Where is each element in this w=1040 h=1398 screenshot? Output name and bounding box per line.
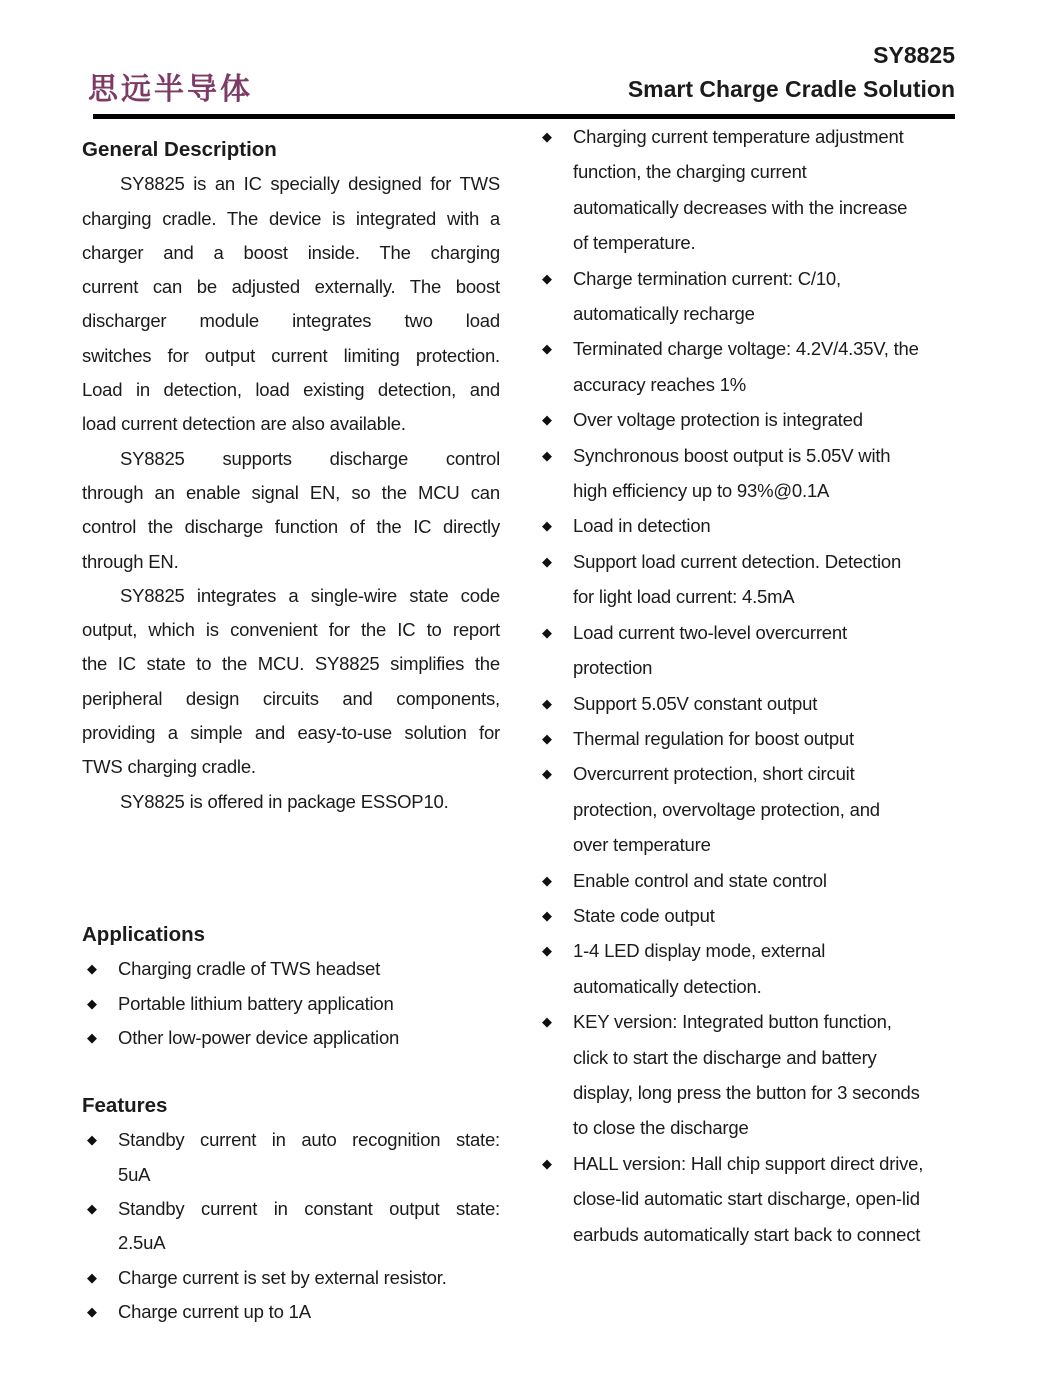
text-line: charging cradle. The device is integrated with a bbox=[82, 207, 500, 229]
text-line: earbuds automatically start back to connect bbox=[573, 1223, 921, 1245]
diamond-bullet-icon: ◆ bbox=[87, 961, 97, 977]
text-line: Standby current in constant output state: bbox=[118, 1198, 500, 1220]
bullet-text bbox=[118, 952, 500, 986]
diamond-bullet-icon: ◆ bbox=[542, 624, 552, 640]
text-line: of temperature. bbox=[573, 232, 696, 254]
document-subtitle: Smart Charge Cradle Solution bbox=[627, 76, 955, 102]
text-line: Standby current in auto recognition state: bbox=[118, 1129, 500, 1151]
applications-heading: Applications bbox=[82, 922, 206, 946]
features-heading: Features bbox=[82, 1094, 168, 1118]
bullet-item bbox=[82, 1021, 500, 1055]
diamond-bullet-icon: ◆ bbox=[542, 412, 552, 428]
text-line: Charge current is set by external resistor. bbox=[118, 1266, 447, 1288]
diamond-bullet-icon: ◆ bbox=[542, 270, 552, 286]
text-line: Charge current up to 1A bbox=[118, 1300, 311, 1322]
bullet-item bbox=[82, 1123, 500, 1192]
bullet-text bbox=[573, 1146, 955, 1252]
bullet-item bbox=[537, 686, 955, 721]
bullet-text bbox=[573, 756, 955, 862]
text-line: display, long press the button for 3 seconds bbox=[573, 1081, 920, 1103]
diamond-bullet-icon: ◆ bbox=[87, 1132, 97, 1148]
text-line: charger and a boost inside. The charging bbox=[82, 241, 500, 263]
document-titles bbox=[628, 40, 955, 108]
company-logo: 思远半导体 bbox=[88, 73, 253, 106]
bullet-text bbox=[573, 119, 955, 261]
text-line: through an enable signal EN, so the MCU can bbox=[82, 481, 500, 503]
bullet-text bbox=[573, 261, 955, 332]
text-line: Other low-power device application bbox=[118, 1026, 400, 1048]
text-line: HALL version: Hall chip support direct drive, bbox=[573, 1152, 924, 1174]
text-line: control the discharge function of the IC directly bbox=[82, 516, 500, 538]
bullet-item bbox=[537, 261, 955, 332]
bullet-text bbox=[573, 508, 955, 543]
bullet-text bbox=[573, 331, 955, 402]
text-line: peripheral design circuits and components, bbox=[82, 687, 500, 709]
text-line: current can be adjusted externally. The boost bbox=[82, 276, 500, 298]
bullet-item bbox=[82, 1295, 500, 1329]
text-line: Support 5.05V constant output bbox=[573, 692, 818, 714]
bullet-text bbox=[118, 1192, 500, 1261]
diamond-bullet-icon: ◆ bbox=[542, 553, 552, 569]
text-line: Load in detection, load existing detection, and bbox=[82, 379, 500, 401]
bullet-item bbox=[537, 615, 955, 686]
text-line: SY8825 integrates a single-wire state code bbox=[120, 584, 500, 606]
text-line: Thermal regulation for boost output bbox=[573, 727, 854, 749]
text-line: to close the discharge bbox=[573, 1117, 749, 1139]
text-line: accuracy reaches 1% bbox=[573, 373, 747, 395]
text-line: Load current two-level overcurrent bbox=[573, 621, 847, 643]
bullet-item bbox=[537, 863, 955, 898]
text-line: discharger module integrates two load bbox=[82, 310, 500, 332]
text-line: switches for output current limiting protection. bbox=[82, 344, 500, 366]
bullet-item bbox=[537, 544, 955, 615]
text-line: Support load current detection. Detection bbox=[573, 550, 902, 572]
text-line: TWS charging cradle. bbox=[82, 756, 256, 778]
diamond-bullet-icon: ◆ bbox=[542, 129, 552, 144]
bullet-item bbox=[82, 1261, 500, 1295]
diamond-bullet-icon: ◆ bbox=[542, 341, 552, 357]
bullet-item bbox=[537, 721, 955, 756]
bullet-item bbox=[537, 1146, 955, 1252]
diamond-bullet-icon: ◆ bbox=[542, 1155, 552, 1171]
text-line: Enable control and state control bbox=[573, 869, 827, 891]
bullet-item bbox=[82, 987, 500, 1021]
text-line: providing a simple and easy-to-use solution for bbox=[82, 722, 500, 744]
text-line: 1-4 LED display mode, external bbox=[573, 940, 826, 962]
text-line: 2.5uA bbox=[118, 1232, 166, 1254]
bullet-item bbox=[82, 1192, 500, 1261]
applications-section bbox=[82, 918, 500, 1055]
bullet-text bbox=[573, 1004, 955, 1146]
bullet-text bbox=[573, 615, 955, 686]
bullet-text bbox=[573, 933, 955, 1004]
text-line: Load in detection bbox=[573, 515, 711, 537]
bullet-item bbox=[537, 1004, 955, 1146]
diamond-bullet-icon: ◆ bbox=[542, 1014, 552, 1030]
text-line: load current detection are also available. bbox=[82, 413, 406, 435]
diamond-bullet-icon: ◆ bbox=[87, 1269, 97, 1285]
text-line: Overcurrent protection, short circuit bbox=[573, 763, 855, 785]
features-list bbox=[82, 1123, 500, 1329]
text-line: Charge termination current: C/10, bbox=[573, 267, 841, 289]
bullet-text bbox=[573, 721, 955, 756]
text-line: SY8825 supports discharge control bbox=[120, 447, 500, 469]
part-number: SY8825 bbox=[873, 42, 955, 68]
diamond-bullet-icon: ◆ bbox=[542, 907, 552, 923]
bullet-text bbox=[573, 898, 955, 933]
bullet-text bbox=[573, 438, 955, 509]
bullet-item bbox=[537, 119, 955, 261]
text-line: output, which is convenient for the IC to report bbox=[82, 619, 500, 641]
bullet-item bbox=[537, 508, 955, 543]
page-header bbox=[82, 0, 955, 108]
text-line: SY8825 is offered in package ESSOP10. bbox=[120, 790, 449, 812]
text-line: over temperature bbox=[573, 834, 711, 856]
feature-highlights-list bbox=[537, 119, 955, 1252]
bullet-text bbox=[118, 1021, 500, 1055]
bullet-text bbox=[118, 987, 500, 1021]
text-line: Over voltage protection is integrated bbox=[573, 409, 863, 431]
text-line: SY8825 is an IC specially designed for TWS bbox=[120, 173, 500, 195]
text-line: State code output bbox=[573, 904, 715, 926]
applications-list bbox=[82, 952, 500, 1055]
bullet-text bbox=[118, 1295, 500, 1329]
features-section bbox=[82, 1089, 500, 1329]
bullet-text bbox=[573, 544, 955, 615]
bullet-item bbox=[537, 438, 955, 509]
diamond-bullet-icon: ◆ bbox=[87, 1201, 97, 1217]
diamond-bullet-icon: ◆ bbox=[542, 943, 552, 959]
left-column bbox=[82, 119, 500, 1329]
text-line: Terminated charge voltage: 4.2V/4.35V, the bbox=[573, 338, 919, 360]
bullet-text bbox=[118, 1123, 500, 1192]
diamond-bullet-icon: ◆ bbox=[542, 447, 552, 463]
text-line: high efficiency up to 93%@0.1A bbox=[573, 480, 830, 502]
text-line: Portable lithium battery application bbox=[118, 992, 394, 1014]
bullet-item bbox=[82, 952, 500, 986]
bullet-item bbox=[537, 331, 955, 402]
text-line: Charging cradle of TWS headset bbox=[118, 958, 381, 980]
text-line: Synchronous boost output is 5.05V with bbox=[573, 444, 891, 466]
bullet-item bbox=[537, 898, 955, 933]
text-line: Charging current temperature adjustment bbox=[573, 126, 904, 147]
content-columns bbox=[82, 119, 955, 1329]
general-description-heading: General Description bbox=[82, 138, 277, 161]
text-line: function, the charging current bbox=[573, 161, 807, 183]
bullet-item bbox=[537, 933, 955, 1004]
diamond-bullet-icon: ◆ bbox=[542, 872, 552, 888]
text-line: automatically decreases with the increase bbox=[573, 196, 908, 218]
bullet-text bbox=[118, 1261, 500, 1295]
text-line: for light load current: 4.5mA bbox=[573, 586, 795, 608]
diamond-bullet-icon: ◆ bbox=[87, 995, 97, 1011]
text-line: the IC state to the MCU. SY8825 simplifies the bbox=[82, 653, 500, 675]
bullet-text bbox=[573, 863, 955, 898]
text-line: 5uA bbox=[118, 1163, 151, 1185]
right-column bbox=[537, 119, 955, 1329]
diamond-bullet-icon: ◆ bbox=[542, 730, 552, 746]
diamond-bullet-icon: ◆ bbox=[87, 1029, 97, 1045]
text-line: automatically detection. bbox=[573, 975, 762, 997]
diamond-bullet-icon: ◆ bbox=[542, 766, 552, 782]
diamond-bullet-icon: ◆ bbox=[87, 1303, 97, 1319]
text-line: close-lid automatic start discharge, open-lid bbox=[573, 1188, 920, 1210]
diamond-bullet-icon: ◆ bbox=[542, 695, 552, 711]
bullet-item bbox=[537, 756, 955, 862]
general-description-paragraphs bbox=[82, 167, 500, 819]
bullet-text bbox=[573, 402, 955, 437]
text-line: protection bbox=[573, 657, 653, 679]
text-line: automatically recharge bbox=[573, 303, 755, 325]
text-line: protection, overvoltage protection, and bbox=[573, 798, 880, 820]
text-line: click to start the discharge and battery bbox=[573, 1046, 877, 1068]
text-line: KEY version: Integrated button function, bbox=[573, 1011, 892, 1033]
bullet-item bbox=[537, 402, 955, 437]
diamond-bullet-icon: ◆ bbox=[542, 518, 552, 534]
bullet-text bbox=[573, 686, 955, 721]
general-description-section bbox=[82, 133, 500, 819]
text-line: through EN. bbox=[82, 550, 179, 572]
